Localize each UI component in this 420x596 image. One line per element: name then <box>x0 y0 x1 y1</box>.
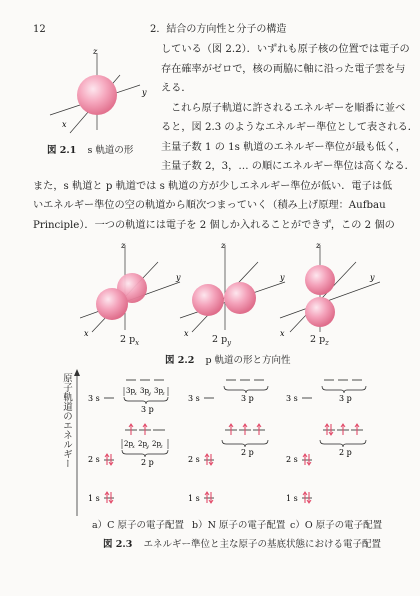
level-1s-label: 1 s <box>286 494 298 503</box>
brace-2p <box>320 440 366 447</box>
label-3p-group: 3 p <box>241 394 254 403</box>
panel-a-caption: a）C 原子の電子配置 <box>92 520 184 531</box>
level-2s-label: 2 s <box>188 455 200 464</box>
orbital-2py <box>180 241 285 338</box>
panel-c-caption: c）O 原子の電子配置 <box>290 520 383 531</box>
figure-2-2-caption <box>165 348 291 367</box>
brace-2p <box>122 450 168 457</box>
body-line: 主量子数 2，3，… の順にエネルギー準位は高くなる． <box>161 161 415 172</box>
figure-2-3-caption <box>103 532 381 551</box>
label-3p-subscript: y <box>148 391 151 397</box>
caption-text: s 軌道の形 <box>87 145 134 156</box>
level-1s-label: 1 s <box>88 494 100 503</box>
body-line: ると，図 2.3 のようなエネルギー準位として表される． <box>161 122 418 133</box>
figure-2-2-p-orbitals <box>80 240 380 345</box>
figure-2-1-s-orbital <box>40 45 160 140</box>
label-3p-group: 3 p <box>339 394 352 403</box>
level-3s-label: 3 s <box>88 394 100 403</box>
orbital-2pz <box>280 241 380 338</box>
body-line: Principle）．一つの軌道には電子を 2 個しか入れることができず，この 2 個の <box>33 220 395 231</box>
svg-text:y: y <box>280 273 285 282</box>
body-line: 存在確率がゼロで，核の両脇に軸に沿った電子雲を与 <box>161 64 406 75</box>
label-3p-group: 3 p <box>141 405 154 414</box>
y-axis-label: y <box>176 273 181 282</box>
body-line: している（図 2.2）．いずれも原子核の位置では電子の <box>161 44 410 55</box>
caption-number: 図 2.1 <box>47 145 77 156</box>
brace-3p <box>322 386 366 393</box>
level-2s-label: 2 s <box>88 455 100 464</box>
label-2p-sub: 2p <box>138 440 147 448</box>
running-title: 2．結合の方向性と分子の構造 <box>150 24 287 35</box>
body-line: 主量子数 1 の 1s 軌道のエネルギー準位が最も低く， <box>161 142 406 153</box>
energy-axis-label: 原子軌道のエネルギー <box>61 373 72 468</box>
level-2s-label: 2 s <box>286 455 298 464</box>
label-2p-subscript: z <box>160 444 163 450</box>
caption-number: 図 2.3 <box>103 539 133 550</box>
y-axis-label: y <box>142 88 147 97</box>
svg-text:x: x <box>280 329 285 338</box>
svg-text:y: y <box>370 273 375 282</box>
level-3s-label: 3 s <box>188 394 200 403</box>
figure-2-1-caption <box>47 138 133 157</box>
z-axis-label: z <box>93 47 98 56</box>
label-2p-subscript: y <box>146 444 149 450</box>
brace-2p <box>222 440 268 447</box>
label-3p-subscript: x <box>134 391 137 397</box>
body-line: える． <box>161 83 192 94</box>
brace-3p <box>124 397 168 404</box>
caption-text: p 軌道の形と方向性 <box>205 355 291 366</box>
page-number: 12 <box>33 24 46 35</box>
brace-3p <box>224 386 268 393</box>
label-2p-subscript: x <box>132 444 135 450</box>
level-1s-label: 1 s <box>188 494 200 503</box>
label-2py: 2 $p_y$ <box>212 334 232 347</box>
svg-text:z: z <box>316 241 321 250</box>
label-2p-group: 2 p <box>339 448 352 457</box>
label-2px: 2 $p_x$ <box>120 334 140 347</box>
label-2p-group: 2 p <box>141 458 154 467</box>
orbital-2px <box>80 241 181 338</box>
label-3p-sub: 3p <box>126 387 135 395</box>
z-axis-label: z <box>121 241 126 250</box>
label-2pz: 2 $p_z$ <box>310 334 329 347</box>
panel-b-caption: b）N 原子の電子配置 <box>192 520 286 531</box>
body-line: いエネルギー準位の空の軌道から順次つまっていく（積み上げ原理：Aufbau <box>33 200 386 211</box>
caption-number: 図 2.2 <box>165 355 195 366</box>
x-axis-label: x <box>84 329 89 338</box>
svg-text:x: x <box>184 329 189 338</box>
body-line: また，s 軌道と p 軌道では s 軌道の方が少しエネルギー準位が低い．電子は低 <box>33 181 393 192</box>
caption-text: エネルギー準位と主な原子の基底状態における電子配置 <box>143 539 381 550</box>
body-line: これら原子軌道に許されるエネルギーを順番に並べ <box>171 103 406 114</box>
label-3p-subscript: z <box>162 391 165 397</box>
label-2p-sub: 2p <box>152 440 161 448</box>
label-2p-group: 2 p <box>241 448 254 457</box>
level-3s-label: 3 s <box>286 394 298 403</box>
x-axis-label: x <box>62 120 67 129</box>
svg-text:z: z <box>221 241 226 250</box>
figure-2-3-diagram <box>82 370 412 510</box>
label-3p-sub: 3p <box>154 387 163 395</box>
label-3p-sub: 3p <box>140 387 149 395</box>
label-2p-sub: 2p <box>124 440 133 448</box>
s-orbital-sphere <box>77 75 117 115</box>
